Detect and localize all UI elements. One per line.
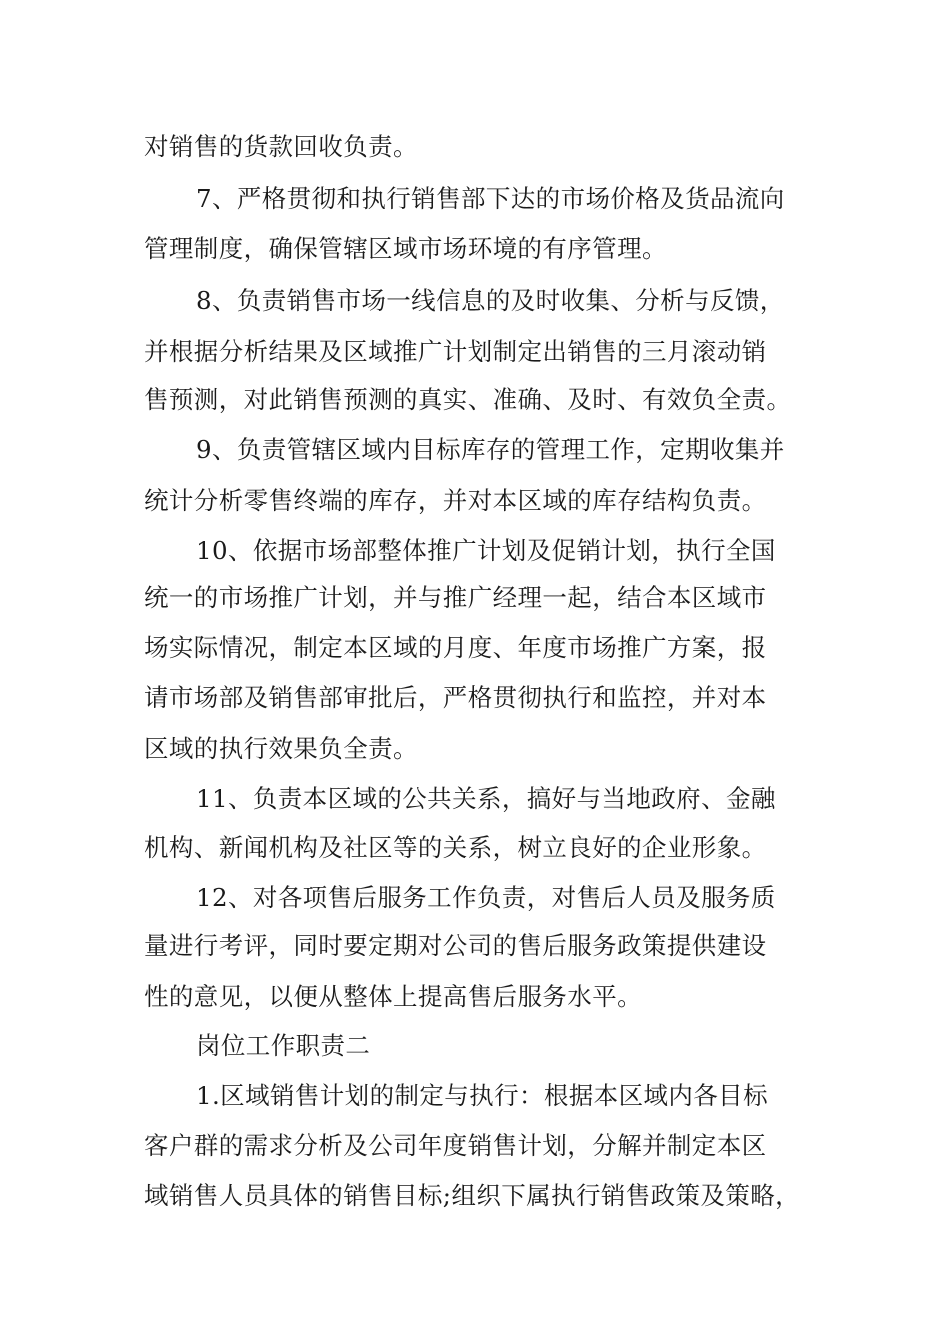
- text-line: 客户群的需求分析及公司年度销售计划，分解并制定本区: [144, 1131, 767, 1160]
- text-line: 7、严格贯彻和执行销售部下达的市场价格及货品流向: [196, 184, 785, 213]
- section-heading: 岗位工作职责二: [196, 1031, 371, 1060]
- text-line: 量进行考评，同时要定期对公司的售后服务政策提供建设: [144, 931, 767, 960]
- text-line: 11、负责本区域的公共关系，搞好与当地政府、金融: [196, 784, 776, 813]
- text-line: 管理制度，确保管辖区域市场环境的有序管理。: [144, 234, 667, 263]
- text-line: 8、负责销售市场一线信息的及时收集、分析与反馈，: [196, 286, 785, 315]
- text-line: 场实际情况，制定本区域的月度、年度市场推广方案，报: [144, 633, 767, 662]
- text-line: 域销售人员具体的销售目标;组织下属执行销售政策及策略，: [144, 1181, 801, 1210]
- text-line: 10、依据市场部整体推广计划及促销计划，执行全国: [196, 536, 776, 565]
- text-line: 统一的市场推广计划，并与推广经理一起，结合本区域市: [144, 583, 767, 612]
- text-line: 统计分析零售终端的库存，并对本区域的库存结构负责。: [144, 486, 767, 515]
- text-line: 请市场部及销售部审批后，严格贯彻执行和监控，并对本: [144, 683, 767, 712]
- text-line: 性的意见，以便从整体上提高售后服务水平。: [144, 982, 642, 1011]
- text-line: 机构、新闻机构及社区等的关系，树立良好的企业形象。: [144, 833, 767, 862]
- text-line: 12、对各项售后服务工作负责，对售后人员及服务质: [196, 883, 776, 912]
- text-line: 对销售的货款回收负责。: [144, 132, 418, 161]
- text-line: 区域的执行效果负全责。: [144, 734, 418, 763]
- text-line: 并根据分析结果及区域推广计划制定出销售的三月滚动销: [144, 337, 767, 366]
- text-line: 售预测，对此销售预测的真实、准确、及时、有效负全责。: [144, 385, 792, 414]
- text-line: 9、负责管辖区域内目标库存的管理工作，定期收集并: [196, 435, 785, 464]
- text-line: 1.区域销售计划的制定与执行：根据本区域内各目标: [196, 1081, 768, 1110]
